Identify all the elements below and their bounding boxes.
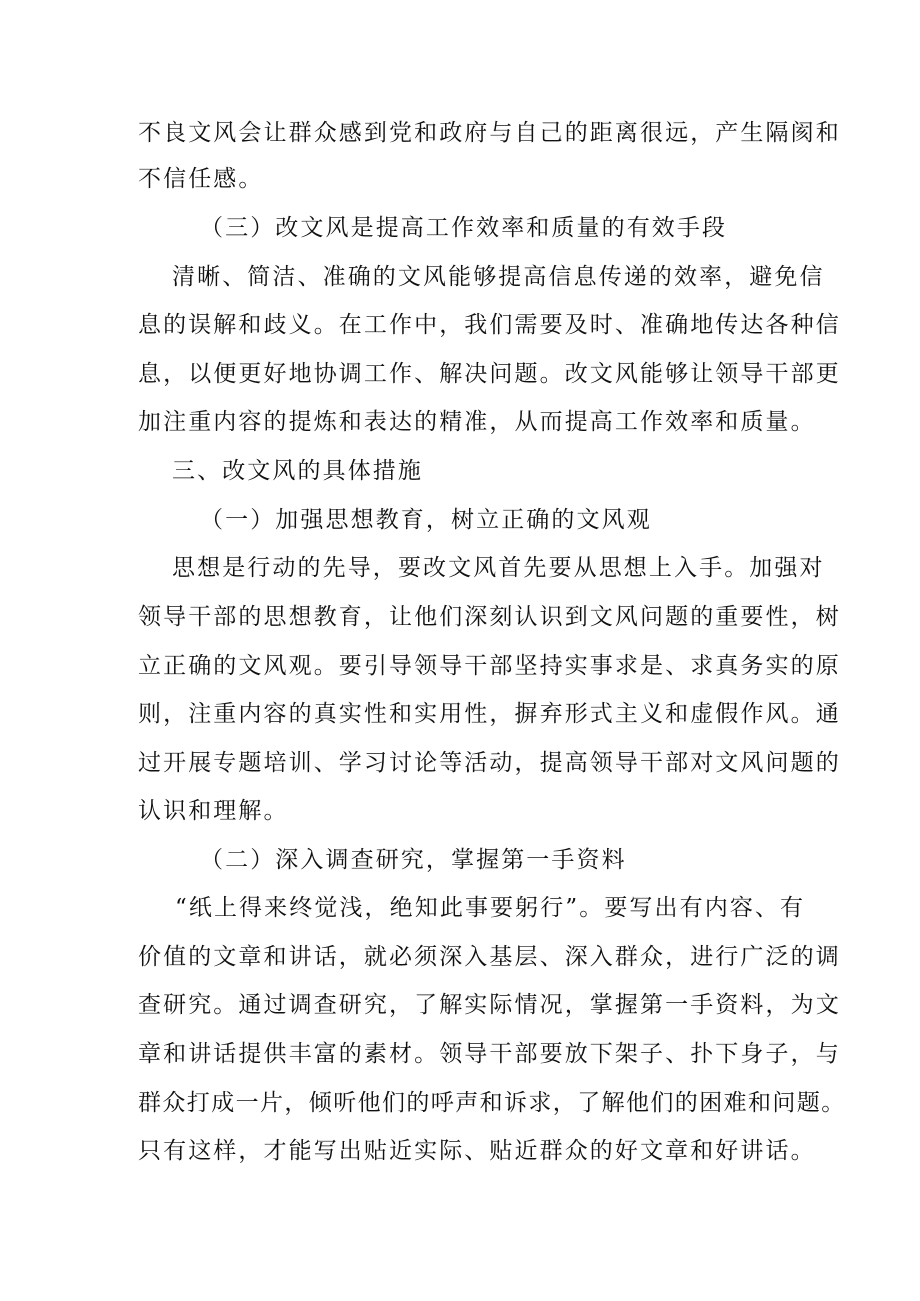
paragraph-line-15: 查研究。通过调查研究，了解实际情况，掌握第一手资料，为文 [138,992,841,1018]
paragraph-line-16: 章和讲话提供丰富的素材。领导干部要放下架子、扑下身子，与 [138,1041,841,1067]
paragraph-line-1: 不良文风会让群众感到党和政府与自己的距离很远，产生隔阂和 [138,120,841,146]
paragraph-line-10: 则，注重内容的真实性和实用性，摒弃形式主义和虚假作风。通 [138,701,841,727]
paragraph-line-12: 认识和理解。 [138,798,289,824]
paragraph-line-2: 不信任感。 [138,166,264,192]
paragraph-line-4: 息的误解和歧义。在工作中，我们需要及时、准确地传达各种信 [138,312,841,338]
subheading-three: （三）改文风是提高工作效率和质量的有效手段 [200,215,728,241]
section-heading-three: 三、改文风的具体措施 [172,458,423,484]
paragraph-line-18: 只有这样，才能写出贴近实际、贴近群众的好文章和好讲话。 [138,1138,816,1164]
subheading-one: （一）加强思想教育，树立正确的文风观 [200,507,652,533]
paragraph-line-8: 领导干部的思想教育，让他们深刻认识到文风问题的重要性，树 [138,604,841,630]
paragraph-line-13: “纸上得来终觉浅，绝知此事要躬行”。要写出有内容、有 [175,895,806,921]
paragraph-line-3: 清晰、简洁、准确的文风能够提高信息传递的效率，避免信 [172,264,825,290]
paragraph-line-11: 过开展专题培训、学习讨论等活动，提高领导干部对文风问题的 [138,750,841,776]
paragraph-line-14: 价值的文章和讲话，就必须深入基层、深入群众，进行广泛的调 [138,944,841,970]
paragraph-line-9: 立正确的文风观。要引导领导干部坚持实事求是、求真务实的原 [138,653,841,679]
paragraph-line-5: 息，以便更好地协调工作、解决问题。改文风能够让领导干部更 [138,361,841,387]
subheading-two: （二）深入调查研究，掌握第一手资料 [200,847,627,873]
paragraph-line-17: 群众打成一片，倾听他们的呼声和诉求，了解他们的困难和问题。 [138,1090,846,1116]
paragraph-line-6: 加注重内容的提炼和表达的精准，从而提高工作效率和质量。 [138,409,816,435]
paragraph-line-7: 思想是行动的先导，要改文风首先要从思想上入手。加强对 [172,555,825,581]
